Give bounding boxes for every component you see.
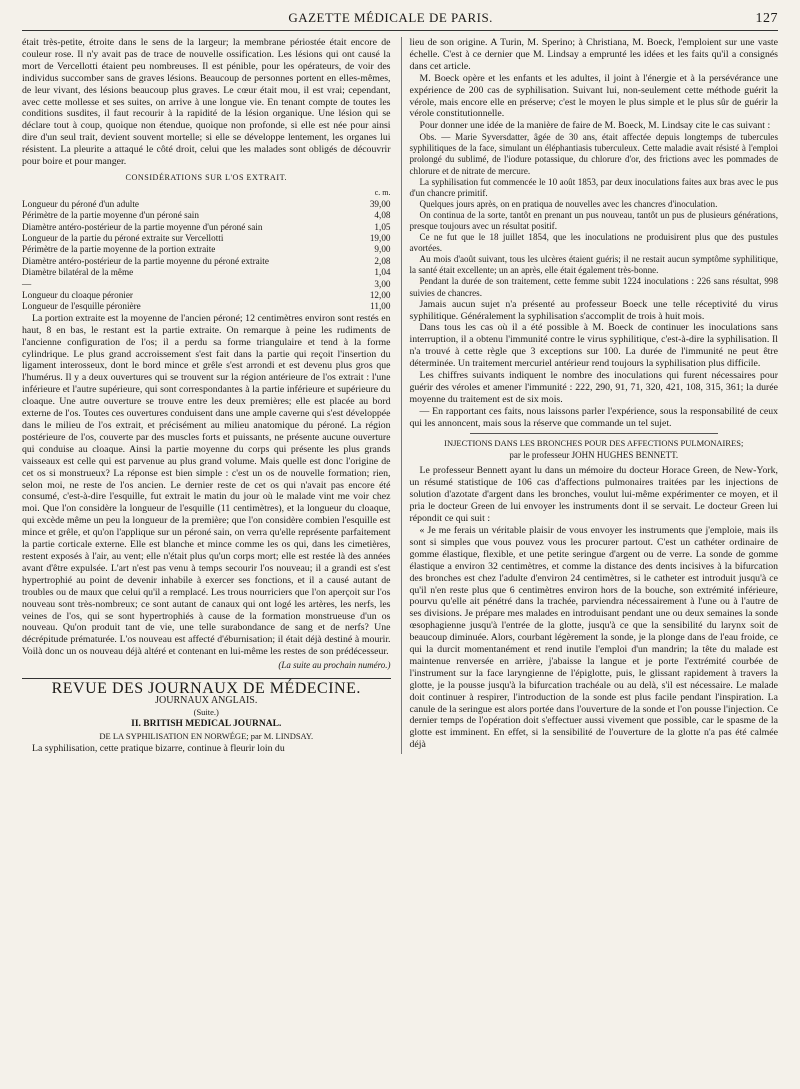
measurement-row bbox=[22, 290, 391, 301]
measurement-label: Diamètre antéro-postérieur de la partie moyenne d'un péroné sain bbox=[22, 221, 263, 232]
observation-3: Quelques jours après, on en pratiqua de nouvelles avec les chancres d'inoculation. bbox=[419, 198, 718, 209]
measurement-value: 1,05 bbox=[374, 221, 391, 232]
right-p4: Jamais aucun sujet n'a présenté au professeur Boeck une telle réceptivité du virus syphilitique. Généralement la syphilisation s'accomplit de trois à huit mois. bbox=[409, 298, 778, 322]
divider bbox=[470, 433, 719, 434]
measurement-row bbox=[22, 279, 391, 290]
observation-7: Pendant la durée de son traitement, cette femme subit 1224 inoculations : 226 sans résultat, 998 suivies de chancres. bbox=[409, 276, 778, 298]
measurement-row bbox=[22, 256, 391, 267]
measurement-value: 1,04 bbox=[374, 267, 391, 278]
measurement-value: 39,00 bbox=[369, 198, 391, 209]
right-p9: « Je me ferais un véritable plaisir de vous envoyer les instruments que j'emploie, mais ils sont si simples que vous pouvez vous les procurer partout. C'est un cathéter ordinaire de gomme élastique, flexible, et une petite seringue d'argent ou de verre. La sonde de gomme élastique a environ 32 centimètres, et comme la distance des dents incisives à la bifurcation des bronches est chez l'adulte d'environ 24 centimètres, si le catheter est introduit jusqu'à ce qu'il n'en reste plus que 6 centimètres environ hors de la bouche, son extrémité inférieure, pourvu qu'elle ait pénétré dans la trachée, parviendra nécessairement à l'une ou à l'autre de ses divisions. Je prépare mes malades en introduisant pendant une ou deux semaines la sonde œsophagienne jusqu'à l'entrée de la glotte, jusqu'à ce que la sensibilité du larynx soit de beaucoup diminuée. Alors, courbant légèrement la sonde, je la plonge dans de l'eau froide, ce qui la durcit momentanément et rend inutile l'emploi d'un mandrin; la tête du malade est maintenue renversée en arrière, j'abaisse la langue et je porte l'extrémité courbée de l'instrument sur la face laryngienne de l'épiglotte, puis, le glissant rapidement à travers la glotte, je la pousse jusqu'à la bifurcation trachéale ou au delà, s'il est nécessaire. Le malade doit continuer à respirer, l'introduction de la sonde est plus facile pendant l'inspiration. La canule de la seringue est alors portée dans l'ouverture de la sonde et l'on pousse l'injection. Ce dernier temps de l'opération doit s'effectuer aussi vivement que possible, car le spasme de la glotte est imminent. En effet, si la sensibilité de l'ouverture de la glotte n'a pas été calmée déjà bbox=[409, 524, 778, 751]
observation-2: La syphilisation fut commencée le 10 août 1853, par deux inoculations faites aux bras avec le pus d'un chancre primitif. bbox=[409, 176, 778, 198]
page-number: 127 bbox=[755, 11, 778, 26]
measurement-value: 2,08 bbox=[374, 255, 391, 266]
measurement-value: 4,08 bbox=[374, 210, 391, 221]
observation-1: Obs. — Marie Syversdatter, âgée de 30 ans, était affectée depuis longtemps de tubercules syphilitiques de la face, simulant un éléphantiasis tuberculeux. Cette maladie avait résisté à l'emploi prolongé du sublimé, de l'iodure potassique, du chlorure d'or, des frictions avec les pommades de chlorure et de nitrate de mercure. bbox=[409, 132, 778, 176]
right-p3: Pour donner une idée de la manière de faire de M. Boeck, M. Lindsay cite le cas suivant : bbox=[419, 120, 771, 132]
continued-note: (La suite au prochain numéro.) bbox=[278, 660, 391, 671]
measurement-row bbox=[22, 301, 391, 312]
article-start: La syphilisation, cette pratique bizarre, continue à fleurir loin du bbox=[32, 742, 285, 754]
measurement-value: 11,00 bbox=[370, 301, 391, 312]
body-paragraph: La portion extraite est la moyenne de l'ancien péroné; 12 centimètres environ sont restés en haut, 8 en bas, le restant est la partie extraite. On remarque à peine les rudiments de l'ancienne configuration de l'os; il a perdu sa forme triangulaire et tend à la forme cylindrique. Le plus grand accroissement s'est fait dans la partie qui reçoit l'insertion du ligament interosseux, dont le bord mince et grêle s'est arrondi et est devenu plus gros que l'humérus. Il y a deux ouvertures qui se trouvent sur la région antérieure de l'os extrait : l'une inférieure et l'autre supérieure, qui sont correspondantes à la partie inférieure et supérieure du cloaque. Une autre ouverture se trouve entre les deux premières; elle est placée au bord externe de l'os. Toutes ces ouvertures conduisent dans une ample caverne qui s'est développée dans le milieu de l'os extrait, et précisément au milieu anatomique du péroné. La région postérieure de l'os, couverte par des muscles forts et puissants, ne présente aucune ouverture qui conduise au cloaque. Ainsi la partie moyenne du corps qui présente les plus grands vaisseaux est celle qui est parvenue au plus grand volume. Mais quelle est donc l'origine de cet os si monstrueux? La réponse est bien simple : c'est un os de nouvelle formation; rien, selon moi, ne reste de l'os ancien. Le dernier reste de cet os qui n'avait pas encore été consumé, c'est-à-dire l'esquille, fut extrait le matin du jour où le malade vint me voir chez moi. Que l'on considère la longueur de l'esquille (11 centimètres), et la longueur du cloaque, qui excède même un peu la longueur de la première; que l'on considère combien l'esquille est mince et grêle, et qu'on l'applique sur un péroné sain, on verra qu'elle représente parfaitement la partie corticale externe. Elle est blanche et mince comme les os qui, dans les cimetières, restent exposés à l'air, au vent; elle n'était plus qu'un corps mort; elle est restée là des années avant d'être expulsée. L'art n'est pas venu à temps secourir l'os nouveau; il a grandi est s'est hypertrophié au point de devenir inhabile à exercer ses fonctions, et il a causé autant de troubles ou de maux que celui qu'il a remplacé. Les trous nourriciers que l'on aperçoit sur l'os nouveau sont très-nombreux; ce sont autant de canaux qui ont logé les artères, les nerfs, les veines de l'os, qui se sont hypertrophiés à cause de la formation monstrueuse d'un os nouveau. Qu'on produit tant de vie, une telle surabondance de sang et de nerfs? Une décrépitude prématurée. L'os nouveau est affecté d'éburnisation; il était déjà destiné à mourir. Voilà donc un os nouveau déjà altéré et contenant en lui-même les restes de son prédécesseur. bbox=[22, 312, 391, 658]
observation-5: Ce ne fut que le 18 juillet 1854, que les inoculations ne produisirent plus que des pustules avortées. bbox=[409, 232, 778, 254]
suite-label: (Suite.) bbox=[193, 706, 219, 717]
columns bbox=[22, 37, 778, 754]
revue-title: REVUE DES JOURNAUX DE MÉDECINE. bbox=[22, 678, 391, 695]
measurement-value: 12,00 bbox=[369, 290, 391, 301]
measurement-row bbox=[22, 222, 391, 233]
right-p5: Dans tous les cas où il a été possible à M. Boeck de continuer les inoculations sans interruption, il a obtenu l'immunité contre le virus syphilitique, c'est-à-dire la syphilisation. Il n'a trouvé à cette règle que 3 exceptions sur 100. La durée de l'immunité ne peut être déterminée. Un traitement mercuriel antérieur rend toujours la syphilisation plus difficile. bbox=[409, 322, 778, 370]
measurements-table bbox=[22, 199, 391, 313]
measurement-row bbox=[22, 244, 391, 255]
measurement-value: 9,00 bbox=[374, 244, 391, 255]
measurements-unit: c. m. bbox=[374, 187, 391, 197]
measurement-label: Longueur du cloaque péronier bbox=[22, 290, 133, 301]
measurement-label: Diamètre bilatéral de la même bbox=[22, 267, 134, 278]
measurement-label: Diamètre antéro-postérieur de la partie moyenne du péroné extraite bbox=[22, 255, 269, 266]
journal-title: GAZETTE MÉDICALE DE PARIS. bbox=[288, 10, 493, 25]
injections-author: par le professeur JOHN HUGHES BENNETT. bbox=[509, 449, 679, 460]
right-p8: Le professeur Bennett ayant lu dans un mémoire du docteur Horace Green, de New-York, un résumé statistique de 106 cas d'affections pulmonaires traitées par les injections de solution d'azotate d'argent dans les bronches, voulut lui-même expérimenter ce moyen, et il pria le docteur Green de lui envoyer les instruments dont il se servait. Le docteur Green lui répondit ce qui suit : bbox=[409, 465, 778, 525]
right-p1: lieu de son origine. A Turin, M. Sperino; à Christiana, M. Boeck, l'emploient sur une vaste échelle. C'est à ce dernier que M. Lindsay a emprunté les idées et les faits qu'il a consignés dans cet article. bbox=[409, 37, 778, 72]
measurement-row bbox=[22, 267, 391, 278]
bmj-heading: II. BRITISH MEDICAL JOURNAL. bbox=[131, 718, 282, 729]
journaux-anglais: JOURNAUX ANGLAIS. bbox=[155, 694, 258, 706]
measurement-row bbox=[22, 233, 391, 244]
observation-4: On continua de la sorte, tantôt en prenant un pus nouveau, tantôt un pus de plusieurs générations, presque toujours avec un résultat positif. bbox=[409, 209, 778, 231]
header-spacer bbox=[22, 10, 26, 26]
measurement-label: Périmètre de la partie moyenne d'un péroné sain bbox=[22, 210, 199, 221]
right-p7: — En rapportant ces faits, nous laissons parler l'expérience, sous la responsabilité de ceux qui les annoncent, mais sous la réserve que commande un tel sujet. bbox=[409, 405, 778, 429]
observation-6: Au mois d'août suivant, tous les ulcères étaient guéris; il ne restait aucun symptôme syphilitique, la santé était excellente; un an après, elle était également très-bonne. bbox=[409, 254, 778, 276]
measurement-value: 19,00 bbox=[369, 233, 391, 243]
injections-title: INJECTIONS DANS LES BRONCHES POUR DES AFFECTIONS PULMONAIRES; bbox=[444, 437, 744, 448]
measurement-label: Périmètre de la partie moyenne de la portion extraite bbox=[22, 244, 216, 255]
right-column bbox=[401, 37, 779, 754]
right-p2: M. Boeck opère et les enfants et les adultes, il joint à l'énergie et à la persévérance une expérience de 200 cas de syphilisation. Suivant lui, non-seulement cette méthode guérit la vérole, mais encore elle en préserve; c'est le moyen le plus simple et le plus sûr de guérir la vérole constitutionnelle. bbox=[409, 72, 778, 120]
measurement-row bbox=[22, 199, 391, 210]
page-header bbox=[22, 10, 778, 31]
right-p6: Les chiffres suivants indiquent le nombre des inoculations qui furent nécessaires pour guérir des véroles et amener l'immunité : 222, 290, 91, 71, 320, 421, 108, 315, 361; la durée moyenne du traitement est de six mois. bbox=[409, 370, 778, 405]
measurements-title: CONSIDÉRATIONS SUR L'OS EXTRAIT. bbox=[125, 172, 288, 182]
left-column bbox=[22, 37, 391, 754]
intro-paragraph: était très-petite, étroite dans le sens de la largeur; la membrane périostée était encore de couleur rose. Il n'y avait pas de trace de nouvelle ossification. Les lésions qui ont causé la mort de Vercellotti étaient peu nombreuses. Il est pénible, pour les opérateurs, de voir des individus succomber sans de graves lésions. Beaucoup de personnes portent en elles-mêmes, de leur vivant, des lésions beaucoup plus graves. Le cœur était mou, il est vrai; cependant, avec cette mollesse et ses suites, on arrive à une longue vie. En tenant compte de toutes les conditions susdites, il faut recourir à la rapidité de la lésion organique. Une lésion qui se déclare tout à coup, quoique non étendue, quoique non profonde, si elle est née pour ainsi dire d'un seul trait, devient souvent mortelle; si elle se développe lentement, les organes lui résistent. La pleurite a attaqué le côté droit, celui que les malades sont obligés de découvrir pour boire et pour manger. bbox=[22, 37, 391, 168]
measurement-value: 3,00 bbox=[374, 278, 391, 289]
article-title: DE LA SYPHILISATION EN NORWÉGE; par M. LINDSAY. bbox=[99, 730, 314, 741]
measurement-row bbox=[22, 210, 391, 221]
measurement-label: Longueur de l'esquille péronière bbox=[22, 301, 141, 312]
measurement-label: Longueur du péroné d'un adulte bbox=[22, 198, 139, 209]
measurement-label: Longueur de la partie du péroné extraite sur Vercellotti bbox=[22, 233, 224, 243]
measurement-label: — bbox=[22, 278, 32, 289]
